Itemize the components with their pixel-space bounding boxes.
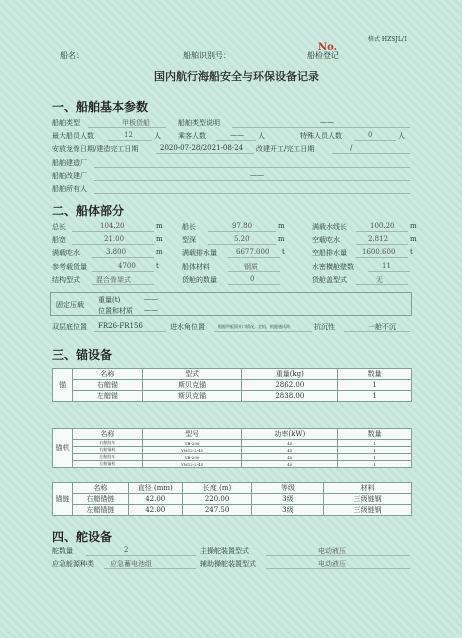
max-crew-value: 12 xyxy=(124,131,133,139)
rebuilder-value: —— xyxy=(250,171,264,179)
chain-col-material: 材料 xyxy=(324,483,412,494)
draft-empty-label: 空载吃水 xyxy=(312,236,340,244)
table-row: 左艏锚 斯贝克锚 2838.00 1 xyxy=(53,391,412,402)
depth-value: 5.20 xyxy=(234,235,250,243)
format-code: 格式 HZSJL/1 xyxy=(368,36,408,43)
disp-empty-label: 空船排水量 xyxy=(312,249,347,257)
special-value: 0 xyxy=(368,131,373,139)
hold-label: 货舱的数量 xyxy=(182,276,217,284)
table-row: 左艏锚链 42.00 247.50 3级 三级链钢 xyxy=(53,505,412,516)
document-title: 国内航行海船安全与环保设备记录 xyxy=(154,70,319,83)
special-unit: 人 xyxy=(398,132,405,140)
anchor-table xyxy=(52,368,412,402)
structure-label: 结构型式 xyxy=(52,276,80,284)
bulkhead-label: 水密横舱壁数 xyxy=(312,263,354,271)
windlass-col-model: 型号 xyxy=(142,429,242,440)
table-row: 右舷绞车 YB-200 45 1 xyxy=(53,440,412,447)
length-unit: m xyxy=(278,222,285,230)
loa-value: 104.20 xyxy=(100,222,125,230)
chain-group-label: 锚链 xyxy=(53,483,73,516)
max-crew-label: 最大船员人数 xyxy=(52,132,94,140)
anchor-col-name: 名称 xyxy=(72,369,142,380)
hold-value: 0 xyxy=(250,275,255,283)
ship-type-value: 甲板货船 xyxy=(122,119,150,127)
material-label: 船体材料 xyxy=(182,263,210,271)
loa-unit: m xyxy=(156,222,163,230)
disp-full-value: 6677.000 xyxy=(236,248,270,256)
ballast-weight-value: —— xyxy=(144,295,158,303)
windlass-col-qty: 数量 xyxy=(338,429,412,440)
disp-empty-unit: t xyxy=(410,248,413,256)
ballast-position-label: 位置和材质 xyxy=(98,307,133,315)
disp-full-unit: t xyxy=(282,248,285,256)
breadth-label: 船宽 xyxy=(52,236,66,244)
keel-date-value: 2020-07-28/2021-08-24 xyxy=(160,144,244,152)
table-row: 左舷锚机 YM12-2-45 45 1 xyxy=(53,461,412,468)
ref-load-label: 参考载货量 xyxy=(52,263,87,271)
passengers-label: 乘客人数 xyxy=(178,132,206,140)
chain-col-grade: 等级 xyxy=(252,483,324,494)
emergency-power-value: 应急蓄电池组 xyxy=(110,560,152,568)
chain-table xyxy=(52,482,412,516)
registry-label: 船检登记 xyxy=(307,51,339,60)
ballast-label: 固定压载 xyxy=(56,301,84,309)
disp-full-label: 满载排水量 xyxy=(182,249,217,257)
table-row: 右艏锚 斯贝克锚 2862.00 1 xyxy=(53,380,412,391)
table-row: 右舷锚机 YM12-2-45 45 1 xyxy=(53,447,412,454)
hatch-label: 货舱盖型式 xyxy=(312,276,347,284)
anchor-col-weight: 重量(kg) xyxy=(242,369,338,380)
chain-col-name: 名称 xyxy=(72,483,128,494)
rebuild-date-label: 改建开工/完工日期 xyxy=(256,145,315,153)
anti-sink-label: 抗沉性 xyxy=(314,323,335,331)
aux-steering-label: 辅助操舵装置型式 xyxy=(200,560,256,568)
draft-full-value: 3.800 xyxy=(106,248,127,256)
ship-id-label: 船舶识别号： xyxy=(183,51,231,60)
emergency-power-label: 应急能源种类 xyxy=(52,560,94,568)
ballast-position-value: —— xyxy=(144,306,158,314)
anchor-group-label: 锚 xyxy=(53,369,73,402)
rudder-count-label: 舵数量 xyxy=(52,547,73,555)
draft-empty-value: 2.812 xyxy=(368,235,389,243)
chain-col-diameter: 直径 (mm) xyxy=(128,483,182,494)
loa-label: 总长 xyxy=(52,223,66,231)
passengers-value: —— xyxy=(230,131,244,139)
special-label: 特殊人员人数 xyxy=(300,132,342,140)
draft-empty-unit: m xyxy=(410,235,417,243)
main-steering-label: 主操舵装置型式 xyxy=(200,547,249,555)
section-anchor: 三、锚设备 xyxy=(52,348,113,362)
draft-full-unit: m xyxy=(156,248,163,256)
keel-date-label: 安放龙骨日期/建造完工日期 xyxy=(52,145,139,153)
windlass-table xyxy=(52,428,412,468)
breadth-value: 21.00 xyxy=(104,235,125,243)
anti-sink-value: 一舱不沉 xyxy=(368,323,396,331)
owner-label: 船舶所有人 xyxy=(52,185,87,193)
wl-value: 100.20 xyxy=(370,222,395,230)
anchor-col-qty: 数量 xyxy=(338,369,412,380)
wl-unit: m xyxy=(410,222,417,230)
builder-label: 船舶建造厂 xyxy=(52,159,87,167)
length-value: 97.80 xyxy=(232,222,253,230)
ship-type-desc-value: —— xyxy=(320,118,334,126)
windlass-col-power: 功率(kW) xyxy=(242,429,338,440)
main-steering-value: 电动液压 xyxy=(318,547,346,555)
depth-label: 型深 xyxy=(182,236,196,244)
double-bottom-value: FR26-FR156 xyxy=(98,322,143,330)
bulkhead-value: 11 xyxy=(382,262,391,270)
aux-steering-value: 电动液压 xyxy=(318,560,346,568)
table-row: 右艏锚链 42.00 220.00 3级 三级链钢 xyxy=(53,494,412,505)
table-row: 左舷绞车 YB-200 45 1 xyxy=(53,454,412,461)
length-label: 船长 xyxy=(182,223,196,231)
material-value: 钢质 xyxy=(244,263,258,271)
windlass-col-name: 名称 xyxy=(72,429,142,440)
ship-name-label: 船名： xyxy=(60,51,84,60)
max-crew-unit: 人 xyxy=(154,132,161,140)
rebuild-date-value: / xyxy=(350,144,353,152)
ship-type-desc-label: 船舶类型说明 xyxy=(178,119,220,127)
ref-load-value: 4700 xyxy=(118,262,136,270)
chain-col-length: 长度 (m) xyxy=(182,483,252,494)
section-rudder: 四、舵设备 xyxy=(52,530,113,544)
ship-type-label: 船舶类型 xyxy=(52,119,80,127)
double-bottom-label: 双层底位置 xyxy=(52,323,87,331)
section-hull: 二、船体部分 xyxy=(52,204,125,218)
section-basic-params: 一、船舶基本参数 xyxy=(52,100,149,114)
ref-load-unit: t xyxy=(156,262,159,270)
rudder-count-value: 2 xyxy=(124,546,129,554)
rebuilder-label: 船舶改建厂 xyxy=(52,172,87,180)
draft-full-label: 满载吃水 xyxy=(52,249,80,257)
flood-angle-label: 进水角位置 xyxy=(170,323,205,331)
hatch-value: 无 xyxy=(376,276,383,284)
windlass-group-label: 锚机 xyxy=(53,429,73,468)
depth-unit: m xyxy=(278,235,285,243)
passengers-unit: 人 xyxy=(258,132,265,140)
anchor-col-type: 型式 xyxy=(142,369,242,380)
red-stamp: No. xyxy=(318,42,338,53)
disp-empty-value: 1600.600 xyxy=(362,248,396,256)
wl-label: 满载水线长 xyxy=(312,223,347,231)
structure-value: 混合骨架式 xyxy=(96,276,131,284)
ballast-weight-label: 重量(t) xyxy=(98,296,121,304)
flood-angle-value: 根据甲板面开口情况，定机、机舱通风筒 xyxy=(218,324,290,329)
breadth-unit: m xyxy=(156,235,163,243)
